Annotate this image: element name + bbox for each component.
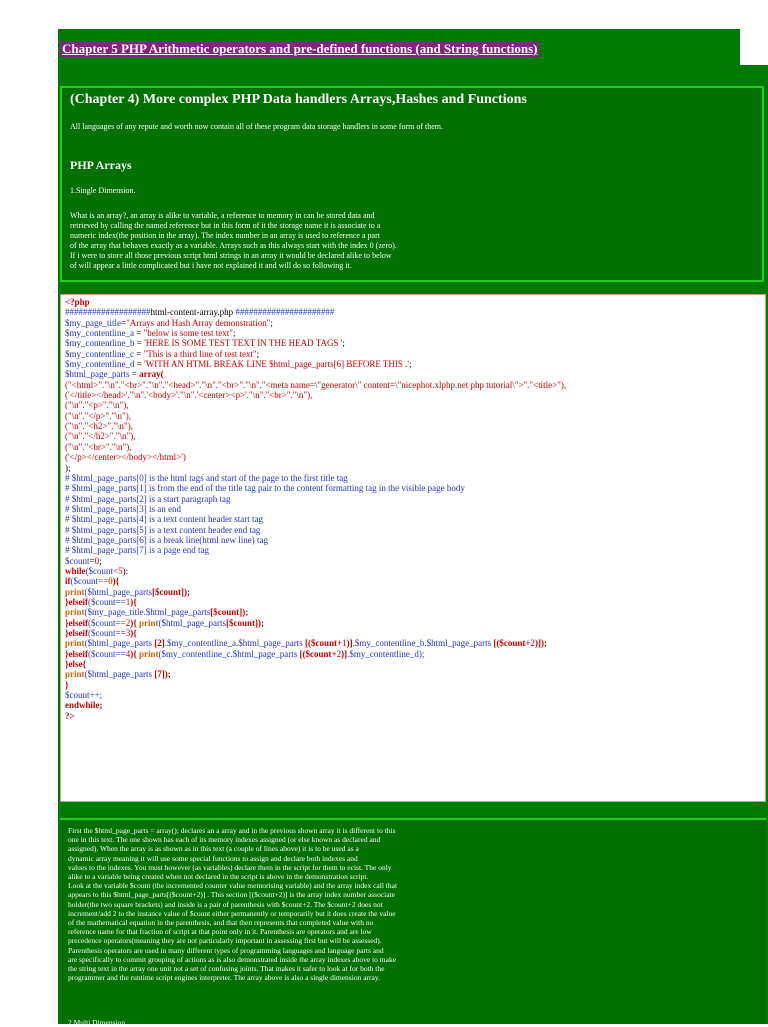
code-token: = [129,369,140,380]
explanation-line: First the $html_page_parts = array(); declares an a array and in the previous shown array it is different to this [68,826,396,835]
code-comment [65,483,765,493]
code-token: ################### [65,307,151,318]
code-token: } [65,679,69,690]
code-token: 2 [336,648,342,659]
explanation-text [68,826,397,982]
explanation-section [60,818,766,1027]
code-line [65,318,765,328]
chapter-4-section [60,86,764,282]
code-token: ; [99,555,102,566]
code-token: print [65,607,85,618]
code-token: .$my_contentline_d); [347,648,425,659]
php-close-tag: ?> [65,710,75,721]
code-comment [65,545,765,555]
explanation-line: reference name for that fraction of script at that point only in it. Parenthesis are operators and are low [68,927,372,937]
code-line [65,680,765,690]
code-token: }else{ [65,659,87,670]
explanation-line: the string text in the array one unit not a set of confusing joints. That makes it safer to look at for both the [68,964,385,974]
code-line [65,649,765,659]
code-token: }elseif [65,628,89,638]
code-line [65,297,765,307]
code-token: ; [409,359,412,370]
code-token: ); [242,607,249,618]
code-line [65,576,765,586]
code-token: $html_page_parts [65,369,130,380]
code-token: ('</p></center></body></html>') [65,452,186,463]
code-token: # $html_page_parts[1] is from the end of the title tag pair to the content formatting tag in the visible page body [65,483,465,494]
code-token: ("<html>"."\n"."<br>"."\n"."<head>"."\n"."<br>"."\n"."<meta name=\"generator\" content=\"nicephot.xlphp.net php tutorial\">"."<title>"), [65,379,567,390]
explanation-line: Look at the variable $count (the incremented counter value memorising variable) and the array index call that [68,881,398,891]
code-token: 2 [125,617,131,628]
code-line [65,411,765,421]
code-token: ); [540,638,547,649]
code-token: = [134,338,145,349]
code-token: print [65,669,85,680]
explanation-line: dynamic array meaning it will use some special functions to assign and declare both indexes and [68,853,358,863]
code-token: [$count] [152,586,184,597]
code-token: ($count== [70,576,109,587]
code-token: 3 [125,628,131,638]
code-line [65,628,765,638]
code-token: [($count+ [299,648,337,659]
code-token: 1 [125,596,131,607]
code-token: while [65,565,86,576]
code-token: }elseif [65,648,89,659]
code-line [65,349,765,359]
code-line [65,587,765,597]
code-token: .$my_contentline_a.$html_page_parts [164,638,305,649]
php-arrays-heading: PHP Arrays [70,158,132,172]
code-line [65,390,765,400]
code-token: )] [341,648,348,659]
code-token: [($count+ [493,638,531,649]
code-line [65,659,765,669]
code-token: # $html_page_parts[6] is a break line(html new line) tag [65,534,268,545]
code-token: = [134,359,145,370]
code-line [65,607,765,617]
code-line [65,711,765,721]
code-token: ($count== [88,596,126,607]
code-token: $my_contentline_d [65,359,135,370]
code-token: [$count] [210,607,243,618]
code-token: ): [122,565,129,576]
code-token: ($my_contentline_c.$html_page_parts [158,648,300,659]
code-token: 'HERE IS SOME TEST TEXT IN THE HEAD TAGS ' [144,338,343,349]
code-token: "This is a third line of test text" [143,348,257,359]
code-line [65,463,765,473]
code-comment [65,525,765,535]
code-token: "below is some test text" [143,328,233,339]
code-token: ("\n"."</p>"."\n"), [65,410,131,421]
code-token: $my_page_title [65,317,121,328]
code-token: ($html_page_parts [84,669,155,680]
code-token: ){ [130,648,139,659]
code-token: = [89,555,95,566]
code-token: ("\n"."</h2>"."\n"), [65,431,136,442]
code-token: [2] [154,638,165,649]
code-token: ($html_page_parts [158,617,226,628]
code-token: ($count< [85,565,119,576]
code-token: ###################### [233,307,335,318]
code-token: [7] [154,669,165,680]
code-token: # $html_page_parts[0] is the html tags and start of the page to the first title tag [65,472,348,483]
code-token: ($count== [88,648,126,659]
code-line [65,597,765,607]
code-token: ('</title></head>'."\n".'<body>'."\n".'<center><p>'."\n"."<br>"."\n"), [65,390,313,401]
single-dimension-label: 1.Single Dimension. [70,186,136,195]
code-token: 1 [342,638,347,649]
code-token: ($my_page_title.$html_page_parts [84,607,211,618]
php-open-tag: <?php [65,297,90,307]
code-line [65,400,765,410]
code-token: endwhile; [65,700,103,711]
code-line [65,700,765,710]
code-comment [65,473,765,483]
code-token: $my_contentline_c [65,348,134,359]
code-token: ){ [130,596,137,607]
explanation-line: programmer and the runtime script engines interpreter. The array above is also a single dimension array. [68,973,380,983]
code-line [65,452,765,462]
code-line [65,618,765,628]
code-token: }elseif [65,596,89,607]
code-token: # $html_page_parts[2] is a start paragraph tag [65,493,231,504]
code-line [65,380,765,390]
code-token: $count [65,555,90,566]
code-token: array( [139,369,164,380]
code-token: # $html_page_parts[3] is an end [65,503,181,514]
paragraph-line: of will appear a little complicated but i have not explained it and will do so following it. [70,261,352,270]
code-token: ("\n"."<h2>"."\n"), [65,421,133,432]
code-token: ){ [130,617,139,628]
code-token: ($html_page_parts [84,638,155,649]
code-token: ("\n"."<p>"."\n"), [65,400,129,411]
explanation-line: appears to this $html_page_parts[($count+2)] . This section [($count+2)] is the array index number associate [68,890,395,900]
code-line [65,566,765,576]
code-line [65,431,765,441]
code-token: = [121,317,127,328]
code-token: $my_contentline_b [65,338,135,349]
code-token: $my_contentline_a [65,328,134,339]
explanation-line: one in this text. The one shown has each of its memory indexes assigned (or else known as declared and [68,835,381,845]
code-token: ($html_page_parts [84,586,152,597]
code-token: # $html_page_parts[7] is a page end tag [65,545,209,556]
code-line [65,690,765,700]
code-token: [$count] [226,617,258,628]
code-token: = [133,348,144,359]
code-token: 'WITH AN HTML BREAK LINE $html_page_parts[6] BEFORE THIS .' [144,359,410,370]
top-header-band-extension [58,65,768,73]
code-token: ($count== [88,617,126,628]
code-line [65,307,765,317]
code-token: ); [164,669,171,680]
code-comment [65,514,765,524]
explanation-line: Parenthesis operators are used in many different types of programming languages and language parts and [68,945,384,955]
code-token: ){ [130,628,137,638]
code-token: ($count== [88,628,126,638]
code-token: 2 [530,638,535,649]
explanation-line: alike to a variable being created when not declared in the script is above in the demonstration script. [68,872,369,882]
explanation-line: of the mathematical equation in the parenthesis, and that then represents that completed value with no [68,918,374,928]
paragraph-line: retrieved by calling the named reference but in this form of it the storage name it is associate to a [70,221,381,230]
array-description [70,211,397,271]
code-line [65,328,765,338]
code-token: )] [534,638,541,649]
paragraph-line: What is an array?, an array is alike to variable, a reference to memory in can be stored data and [70,211,375,220]
code-line [65,369,765,379]
code-token: )] [346,638,353,649]
code-block [60,294,766,802]
code-token: ; [256,348,260,359]
explanation-line: holder(the two square brackets) and inside is a pair of parenthesis with $count+2. The $count+2 does not [68,899,383,909]
code-line [65,669,765,679]
code-token: # $html_page_parts[5] is a text content header end tag [65,524,261,535]
section-heading: (Chapter 4) More complex PHP Data handlers Arrays,Hashes and Functions [70,92,527,107]
explanation-line: values to the indexes. You must however (as variables) declare them in the script for them to ecist. The only [68,862,392,872]
paragraph-line: If i were to store all those previous script html strings in an array it would be declared alike to below [70,251,392,260]
code-token: .$my_contentline_b.$html_page_parts [352,638,494,649]
explanation-line: precedence operators(meaning they are not particularly important in assessing first but will be assessed). [68,936,382,946]
code-token: ){ [112,576,120,587]
code-line [65,442,765,452]
code-token: [($count+ [304,638,343,649]
code-comment [65,504,765,514]
code-token: ); [258,617,264,628]
code-line [65,556,765,566]
code-token: print [139,617,159,628]
code-token: 5 [118,565,123,576]
paragraph-line: of the array that behaves exactly as a variable. Arrays such as this always start with the index 0 (zero). [70,241,397,250]
code-token: print [65,586,85,597]
explanation-line: are specifically to commit grouping of actions as is also demonstrated inside the array indexes above to make [68,954,397,964]
section-intro: All languages of any repute and worth now contain all of these program data storage handlers in some form of them. [70,122,443,131]
code-token: }elseif [65,617,89,628]
code-token: 4 [125,648,131,659]
code-token: = [133,328,144,339]
code-token: html-content-array.php [150,307,234,318]
code-token: ; [270,317,273,328]
code-token: ("\n"."<br>"."\n"), [65,441,132,452]
code-token: ; [232,328,236,339]
code-token: print [139,648,159,659]
explanation-line: assigned). When the array is as shown as in this text (a couple of lines above) it is to be used as a [68,844,359,854]
code-token: 0 [94,555,100,566]
code-line [65,338,765,348]
code-line [65,421,765,431]
chapter-5-link[interactable]: Chapter 5 PHP Arithmetic operators and pre-defined functions (and String functions) [62,41,538,56]
code-token: ); [65,462,71,473]
code-token: print [65,638,85,649]
code-token: $count++; [65,690,103,701]
explanation-line: increment/add 2 to the instance value of $count either permanently or temporarily but it does create the value [68,908,396,918]
paragraph-line: numeric index(the position in the array). The index number in an array is used to reference a part [70,231,380,240]
code-token: ); [184,586,190,597]
code-line [65,638,765,648]
multi-dimension-label: 2.Multi Dimension. [68,1018,127,1027]
code-comment [65,535,765,545]
code-token: if [65,576,71,587]
code-token: # $html_page_parts[4] is a text content header start tag [65,514,263,525]
code-comment [65,494,765,504]
code-token: ; [342,338,345,349]
code-token: 0 [108,576,113,587]
code-token: "Arrays and Hash Array demonstration" [126,317,271,328]
code-line [65,359,765,369]
